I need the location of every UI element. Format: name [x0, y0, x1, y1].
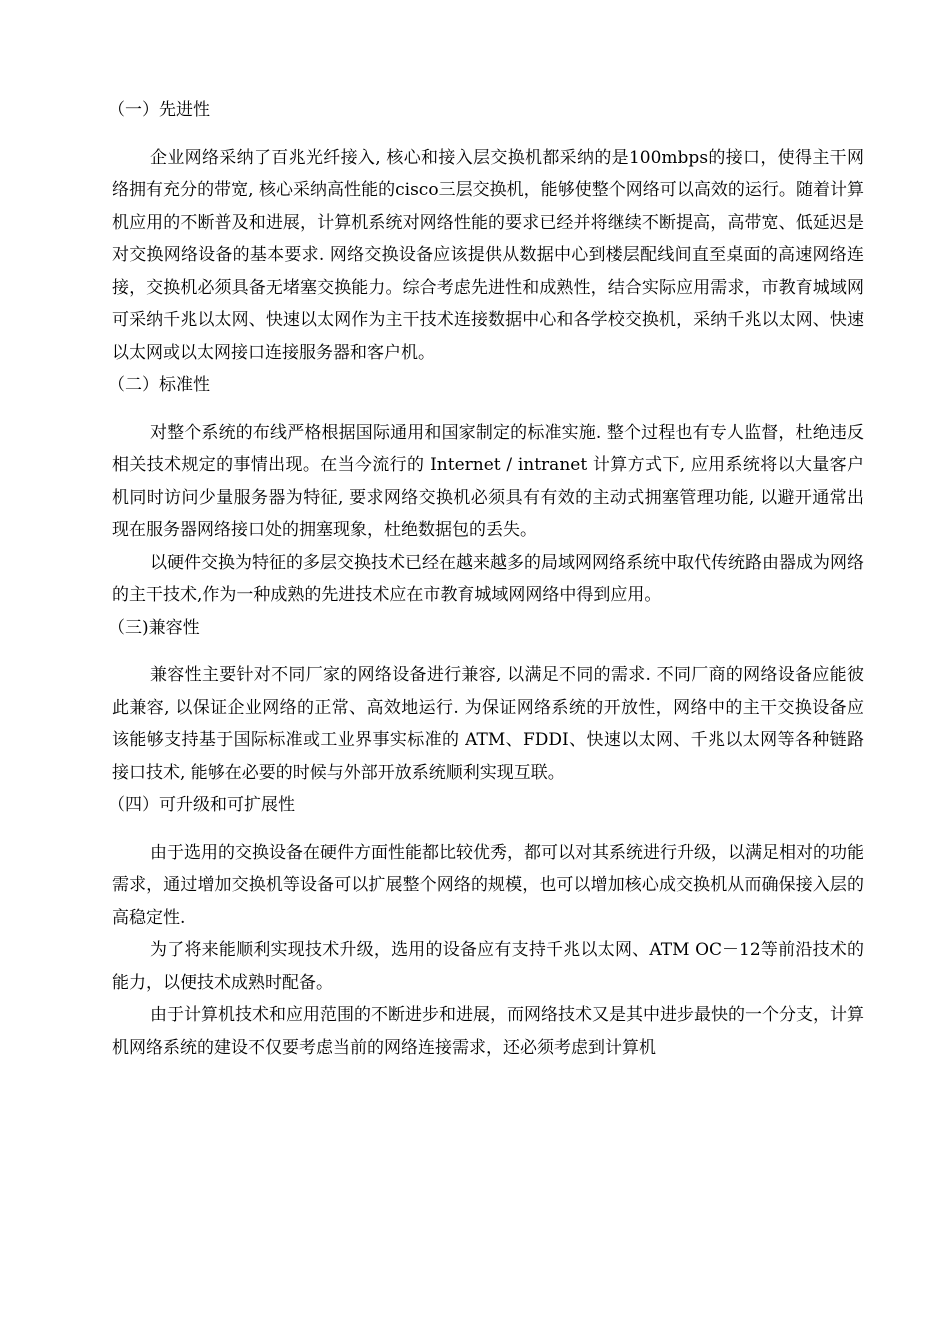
paragraph: 企业网络采纳了百兆光纤接入, 核心和接入层交换机都采纳的是100mbps的接口，使得主干网络拥有充分的带宽, 核心采纳高性能的cisco三层交换机，能够使整个网络可以高效的运行。随着计算机应用的不断普及和进展，计算机系统对网络性能的要求已经并将继续不断提高，高带宽、低延迟是对交换网络设备的基本要求. 网络交换设备应该提供从数据中心到楼层配线间直至桌面的高速网络连接，交换机必须具备无堵塞交换能力。综合考虑先进性和成熟性，结合实际应用需求，市教育城域网可采纳千兆以太网、快速以太网作为主干技术连接数据中心和各学校交换机，采纳千兆以太网、快速以太网或以太网接口连接服务器和客户机。	[112, 147, 864, 363]
section-heading: （一）先进性	[108, 100, 210, 120]
section-advancement	[108, 94, 864, 369]
section-compatibility	[108, 612, 864, 790]
paragraph: 由于计算机技术和应用范围的不断进步和进展，而网络技术又是其中进步最快的一个分支，计算机网络系统的建设不仅要考虑当前的网络连接需求，还必须考虑到计算机	[112, 1005, 864, 1058]
paragraph: 兼容性主要针对不同厂家的网络设备进行兼容, 以满足不同的需求. 不同厂商的网络设备应能彼此兼容, 以保证企业网络的正常、高效地运行. 为保证网络系统的开放性，网络中的主干交换设备应该能够支持基于国际标准或工业界事实标准的 ATM、FDDI、快速以太网、千兆以太网等各种链路接口技术, 能够在必要的时候与外部开放系统顺利实现互联。	[112, 665, 864, 783]
document-body	[108, 94, 864, 1064]
section-standardization	[108, 369, 864, 612]
paragraph: 对整个系统的布线严格根据国际通用和国家制定的标准实施. 整个过程也有专人监督，杜绝违反相关技术规定的事情出现。在当今流行的 Internet / intranet 计算方式下, 应用系统将以大量客户机同时访问少量服务器为特征, 要求网络交换机必须具有有效的主动式拥塞管理功能, 以避开通常出现在服务器网络接口处的拥塞现象，杜绝数据包的丢失。	[112, 422, 864, 540]
paragraph: 由于选用的交换设备在硬件方面性能都比较优秀，都可以对其系统进行升级，以满足相对的功能需求，通过增加交换机等设备可以扩展整个网络的规模，也可以增加核心成交换机从而确保接入层的高稳定性.	[112, 842, 864, 928]
section-heading: （三)兼容性	[108, 617, 200, 638]
section-heading: （四）可升级和可扩展性	[108, 795, 295, 815]
paragraph: 为了将来能顺利实现技术升级，选用的设备应有支持千兆以太网、ATM OC－12等前沿技术的能力，以便技术成熟时配备。	[112, 940, 864, 993]
section-heading: （二）标准性	[108, 375, 210, 395]
section-scalability	[108, 789, 864, 1064]
paragraph: 以硬件交换为特征的多层交换技术已经在越来越多的局域网网络系统中取代传统路由器成为网络的主干技术,作为一种成熟的先进技术应在市教育城域网网络中得到应用。	[112, 552, 864, 605]
